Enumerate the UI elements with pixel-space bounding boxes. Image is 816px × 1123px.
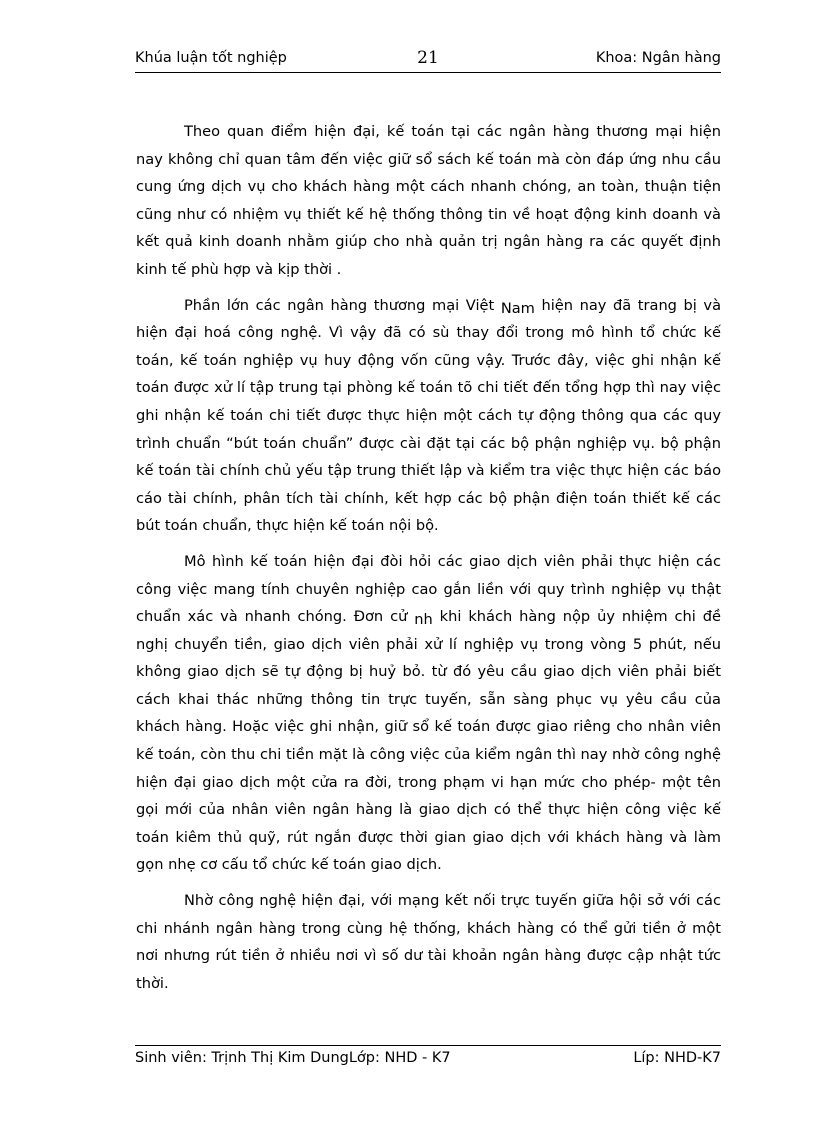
paragraph-2-start: Phần lớn các ngân hàng thương mại Việt xyxy=(184,296,501,314)
page-header xyxy=(135,50,721,72)
header-faculty: Khoa: Ngân hàng xyxy=(595,50,721,66)
page-number: 21 xyxy=(417,48,439,68)
footer-class: Líp: NHD-K7 xyxy=(633,1050,721,1066)
shifted-word: Nam xyxy=(500,299,535,317)
footer-rule xyxy=(135,1045,721,1046)
paragraph-3 xyxy=(136,548,721,879)
footer-student: Sinh viên: Trịnh Thị Kim DungLớp: NHD - K7 xyxy=(135,1050,451,1066)
paragraph-2 xyxy=(136,292,721,540)
shifted-word: nh xyxy=(414,611,433,629)
paragraph-2-rest: hiện nay đã trang bị và hiện đại hoá công nghệ. Vì vậy đã có sù thay đổi trong mô hình tổ chức kế toán, kế toán nghiệp vụ huy động vốn cũng vậy. Trước đây, việc ghi nhận kế toán được xử lí tập trung tại phòng kế toán tõ chi tiết đến tổng hợp thì nay việc ghi nhận kế toán chi tiết được thực hiện một cách tự động thông qua các quy trình chuẩn “bút toán chuẩn” được cài đặt tại các bộ phận nghiệp vụ. bộ phận kế toán tài chính chủ yếu tập trung thiết lập và kiểm tra việc thực hiện các báo cáo tài chính, phân tích tài chính, kết hợp các bộ phận điện toán thiết kế các bút toán chuẩn, thực hiện kế toán nội bộ. xyxy=(136,296,722,535)
paragraph-4: Nhờ công nghệ hiện đại, với mạng kết nối trực tuyến giữa hội sở với các chi nhánh ngân hàng trong cùng hệ thống, khách hàng có thể gửi tiền ở một nơi nhưng rút tiền ở nhiều nơi vì số dư tài khoản ngân hàng được cập nhật tức thời. xyxy=(136,892,721,992)
paragraph-3-rest: khi khách hàng nộp ủy nhiệm chi đề nghị chuyển tiền, giao dịch viên phải xử lí nghiệp vụ trong vòng 5 phút, nếu không giao dịch sẽ tự động bị huỷ bỏ. từ đó yêu cầu giao dịch viên phải biết cách khai thác những thông tin trực tuyến, sẵn sàng phục vụ yêu cầu của khách hàng. Hoặc việc ghi nhận, giữ sổ kế toán được giao riêng cho nhân viên kế toán, còn thu chi tiền mặt là công việc của kiểm ngân thì nay nhờ công nghệ hiện đại giao dịch một cửa ra đời, trong phạm vi hạn mức cho phép- một tên gọi mới của nhân viên ngân hàng là giao dịch có thể thực hiện công việc kế toán kiêm thủ quỹ, rút ngắn được thời gian giao dịch với khách hàng và làm gọn nhẹ cơ cấu tổ chức kế toán giao dịch. xyxy=(136,608,721,874)
paragraph-1: Theo quan điểm hiện đại, kế toán tại các ngân hàng thương mại hiện nay không chỉ quan tâm đến việc giữ sổ sách kế toán mà còn đáp ứng nhu cầu cung ứng dịch vụ cho khách hàng một cách nhanh chóng, an toàn, thuận tiện cũng như có nhiệm vụ thiết kế hệ thống thông tin về hoạt động kinh doanh và kết quả kinh doanh nhằm giúp cho nhà quản trị ngân hàng ra các quyết định kinh tế phù hợp và kịp thời . xyxy=(136,123,721,278)
paragraph-3-start: Mô hình kế toán hiện đại đòi hỏi các giao dịch viên phải thực hiện các công việc mang tính chuyên nghiệp cao gắn liền với quy trình nghiệp vụ thật chuẩn xác và nhanh chóng. Đơn cử xyxy=(136,552,721,626)
document-body xyxy=(136,118,721,997)
header-rule xyxy=(135,72,721,73)
header-thesis-title: Khúa luận tốt nghiệp xyxy=(135,50,287,66)
page-footer xyxy=(135,1050,721,1072)
